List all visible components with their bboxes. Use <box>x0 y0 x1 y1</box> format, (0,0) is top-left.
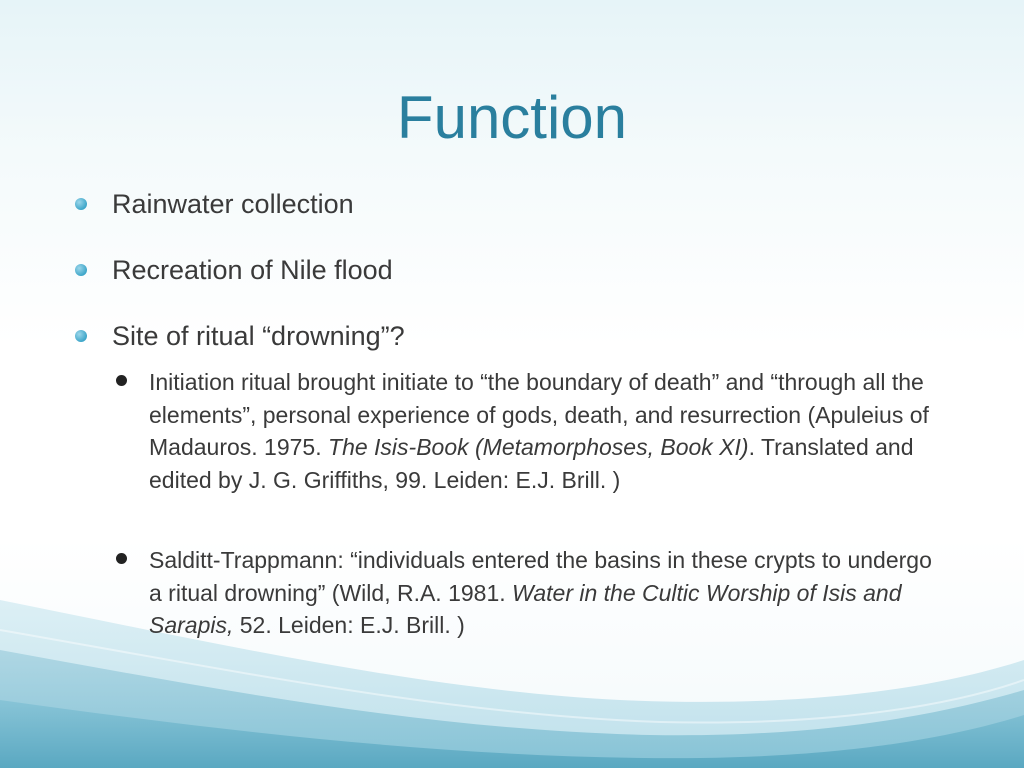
bullet-item <box>112 188 354 220</box>
citation-title: Water in the Cultic Worship of Isis and Sarapis, <box>149 579 902 638</box>
sub-bullet-text: Initiation ritual brought initiate to “the boundary of death” and “through all the elements”, personal experience of gods, death, and resurrection (Apuleius of Madauros. 1975. <box>149 369 929 460</box>
sub-bullet-text-end: . Translated and edited by J. G. Griffiths, 99. Leiden: E.J. Brill. ) <box>149 434 914 493</box>
bullet-text: Rainwater collection <box>112 189 354 219</box>
citation-title: The Isis-Book (Metamorphoses, Book XI) <box>328 434 749 460</box>
bullet-text: Site of ritual “drowning”? <box>112 321 405 351</box>
bullet-dot-icon <box>75 330 87 342</box>
sub-bullet-text: Salditt-Trappmann: “individuals entered the basins in these crypts to undergo a ritual drowning” (Wild, R.A. 1981. <box>149 547 932 606</box>
sub-bullet-dot-icon <box>116 375 127 386</box>
sub-bullet-item <box>149 544 949 642</box>
sub-bullet-dot-icon <box>116 553 127 564</box>
bullet-item <box>112 320 405 352</box>
sub-bullet-item <box>149 366 949 496</box>
bullet-dot-icon <box>75 264 87 276</box>
bullet-text: Recreation of Nile flood <box>112 255 393 285</box>
bullet-dot-icon <box>75 198 87 210</box>
bullet-item <box>112 254 393 286</box>
slide-title: Function <box>396 84 628 151</box>
sub-bullet-text-end: 52. Leiden: E.J. Brill. ) <box>233 612 465 638</box>
